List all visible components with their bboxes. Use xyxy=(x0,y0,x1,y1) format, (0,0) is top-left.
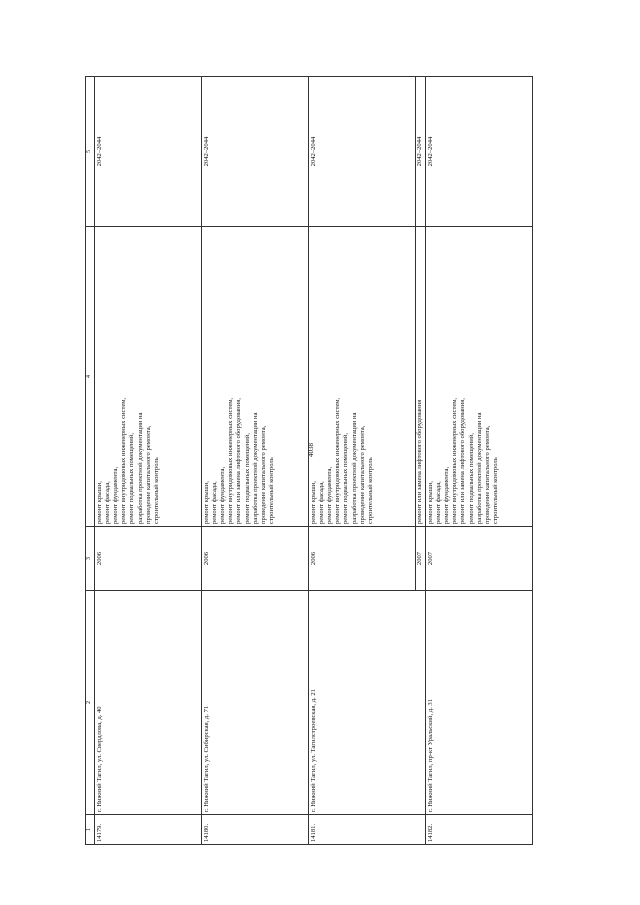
works-list xyxy=(203,229,277,524)
row-address: г. Нижний Тагил, ул. Сибирская, д. 71 xyxy=(201,591,308,815)
row-year: 2007 xyxy=(415,527,425,591)
works-list xyxy=(310,229,376,524)
work-item: проведение капитального ремонта, xyxy=(260,425,268,524)
work-item: ремонт или замена лифтового оборудования, xyxy=(235,398,243,524)
works-list xyxy=(96,229,162,524)
repair-schedule-table xyxy=(85,76,533,845)
row-works xyxy=(308,227,415,527)
row-number: 14179. xyxy=(94,815,201,845)
row-number: 14181. xyxy=(308,815,425,845)
work-item: ремонт крыши, xyxy=(202,481,210,524)
row-address: г. Нижний Тагил, ул. Тагилстроевская, д. 21 xyxy=(308,591,425,815)
work-item: ремонт внутридомовых инженерных систем, xyxy=(451,397,459,524)
row-period: 2042–2044 xyxy=(308,77,415,227)
work-item: ремонт подвальных помещений, xyxy=(342,433,350,524)
row-works xyxy=(415,227,425,527)
work-item: строительный контроль xyxy=(153,457,161,524)
work-item: проведение капитального ремонта, xyxy=(144,425,152,524)
work-item: ремонт внутридомовых инженерных систем, xyxy=(227,397,235,524)
work-item: ремонт подвальных помещений, xyxy=(128,433,136,524)
column-header: 3 xyxy=(86,527,95,591)
work-item: ремонт фундамента, xyxy=(218,466,226,524)
works-list xyxy=(416,229,424,524)
work-item: разработка проектной документации на xyxy=(350,412,358,524)
work-item: ремонт или замена лифтового оборудования, xyxy=(459,398,467,524)
column-header: 1 xyxy=(86,815,95,845)
column-header: 4 xyxy=(86,227,95,527)
work-item: разработка проектной документации на xyxy=(136,412,144,524)
work-item: разработка проектной документации на xyxy=(475,412,483,524)
table-row xyxy=(94,77,201,845)
row-period: 2042–2044 xyxy=(201,77,308,227)
row-period: 2042–2044 xyxy=(94,77,201,227)
table-row xyxy=(308,77,415,845)
work-item: ремонт фасада, xyxy=(210,481,218,524)
work-item: ремонт или замена лифтового оборудования xyxy=(415,399,423,524)
document-table-container xyxy=(85,77,565,845)
row-number: 14182. xyxy=(425,815,532,845)
row-year: 2006 xyxy=(308,527,415,591)
row-year: 2007 xyxy=(425,527,532,591)
row-period: 2042–2044 xyxy=(415,77,425,227)
work-item: ремонт фундамента, xyxy=(111,466,119,524)
work-item: ремонт фасада, xyxy=(103,481,111,524)
work-item: ремонт фасада, xyxy=(317,481,325,524)
header-row xyxy=(86,77,95,845)
row-address: г. Нижний Тагил, ул. Свердлова, д. 40 xyxy=(94,591,201,815)
works-list xyxy=(427,229,501,524)
column-header: 2 xyxy=(86,591,95,815)
work-item: ремонт фундамента, xyxy=(325,466,333,524)
row-works xyxy=(201,227,308,527)
row-period: 2042–2044 xyxy=(425,77,532,227)
work-item: ремонт фасада, xyxy=(434,481,442,524)
work-item: проведение капитального ремонта, xyxy=(358,425,366,524)
table-row xyxy=(201,77,308,845)
work-item: строительный контроль xyxy=(492,457,500,524)
work-item: ремонт внутридомовых инженерных систем, xyxy=(120,397,128,524)
row-year: 2006 xyxy=(201,527,308,591)
table-row xyxy=(425,77,532,845)
work-item: строительный контроль xyxy=(367,457,375,524)
work-item: ремонт крыши, xyxy=(309,481,317,524)
work-item: ремонт крыши, xyxy=(95,481,103,524)
row-address: г. Нижний Тагил, пр-кт Уральский, д. 31 xyxy=(425,591,532,815)
page-number-text: 4038 xyxy=(307,443,315,457)
row-works xyxy=(94,227,201,527)
work-item: ремонт внутридомовых инженерных систем, xyxy=(334,397,342,524)
work-item: ремонт фундамента, xyxy=(442,466,450,524)
work-item: ремонт крыши, xyxy=(426,481,434,524)
work-item: ремонт подвальных помещений, xyxy=(243,433,251,524)
row-works xyxy=(425,227,532,527)
work-item: ремонт подвальных помещений, xyxy=(467,433,475,524)
work-item: строительный контроль xyxy=(268,457,276,524)
row-number: 14180. xyxy=(201,815,308,845)
work-item: проведение капитального ремонта, xyxy=(484,425,492,524)
column-header: 5 xyxy=(86,77,95,227)
work-item: разработка проектной документации на xyxy=(251,412,259,524)
row-year: 2006 xyxy=(94,527,201,591)
